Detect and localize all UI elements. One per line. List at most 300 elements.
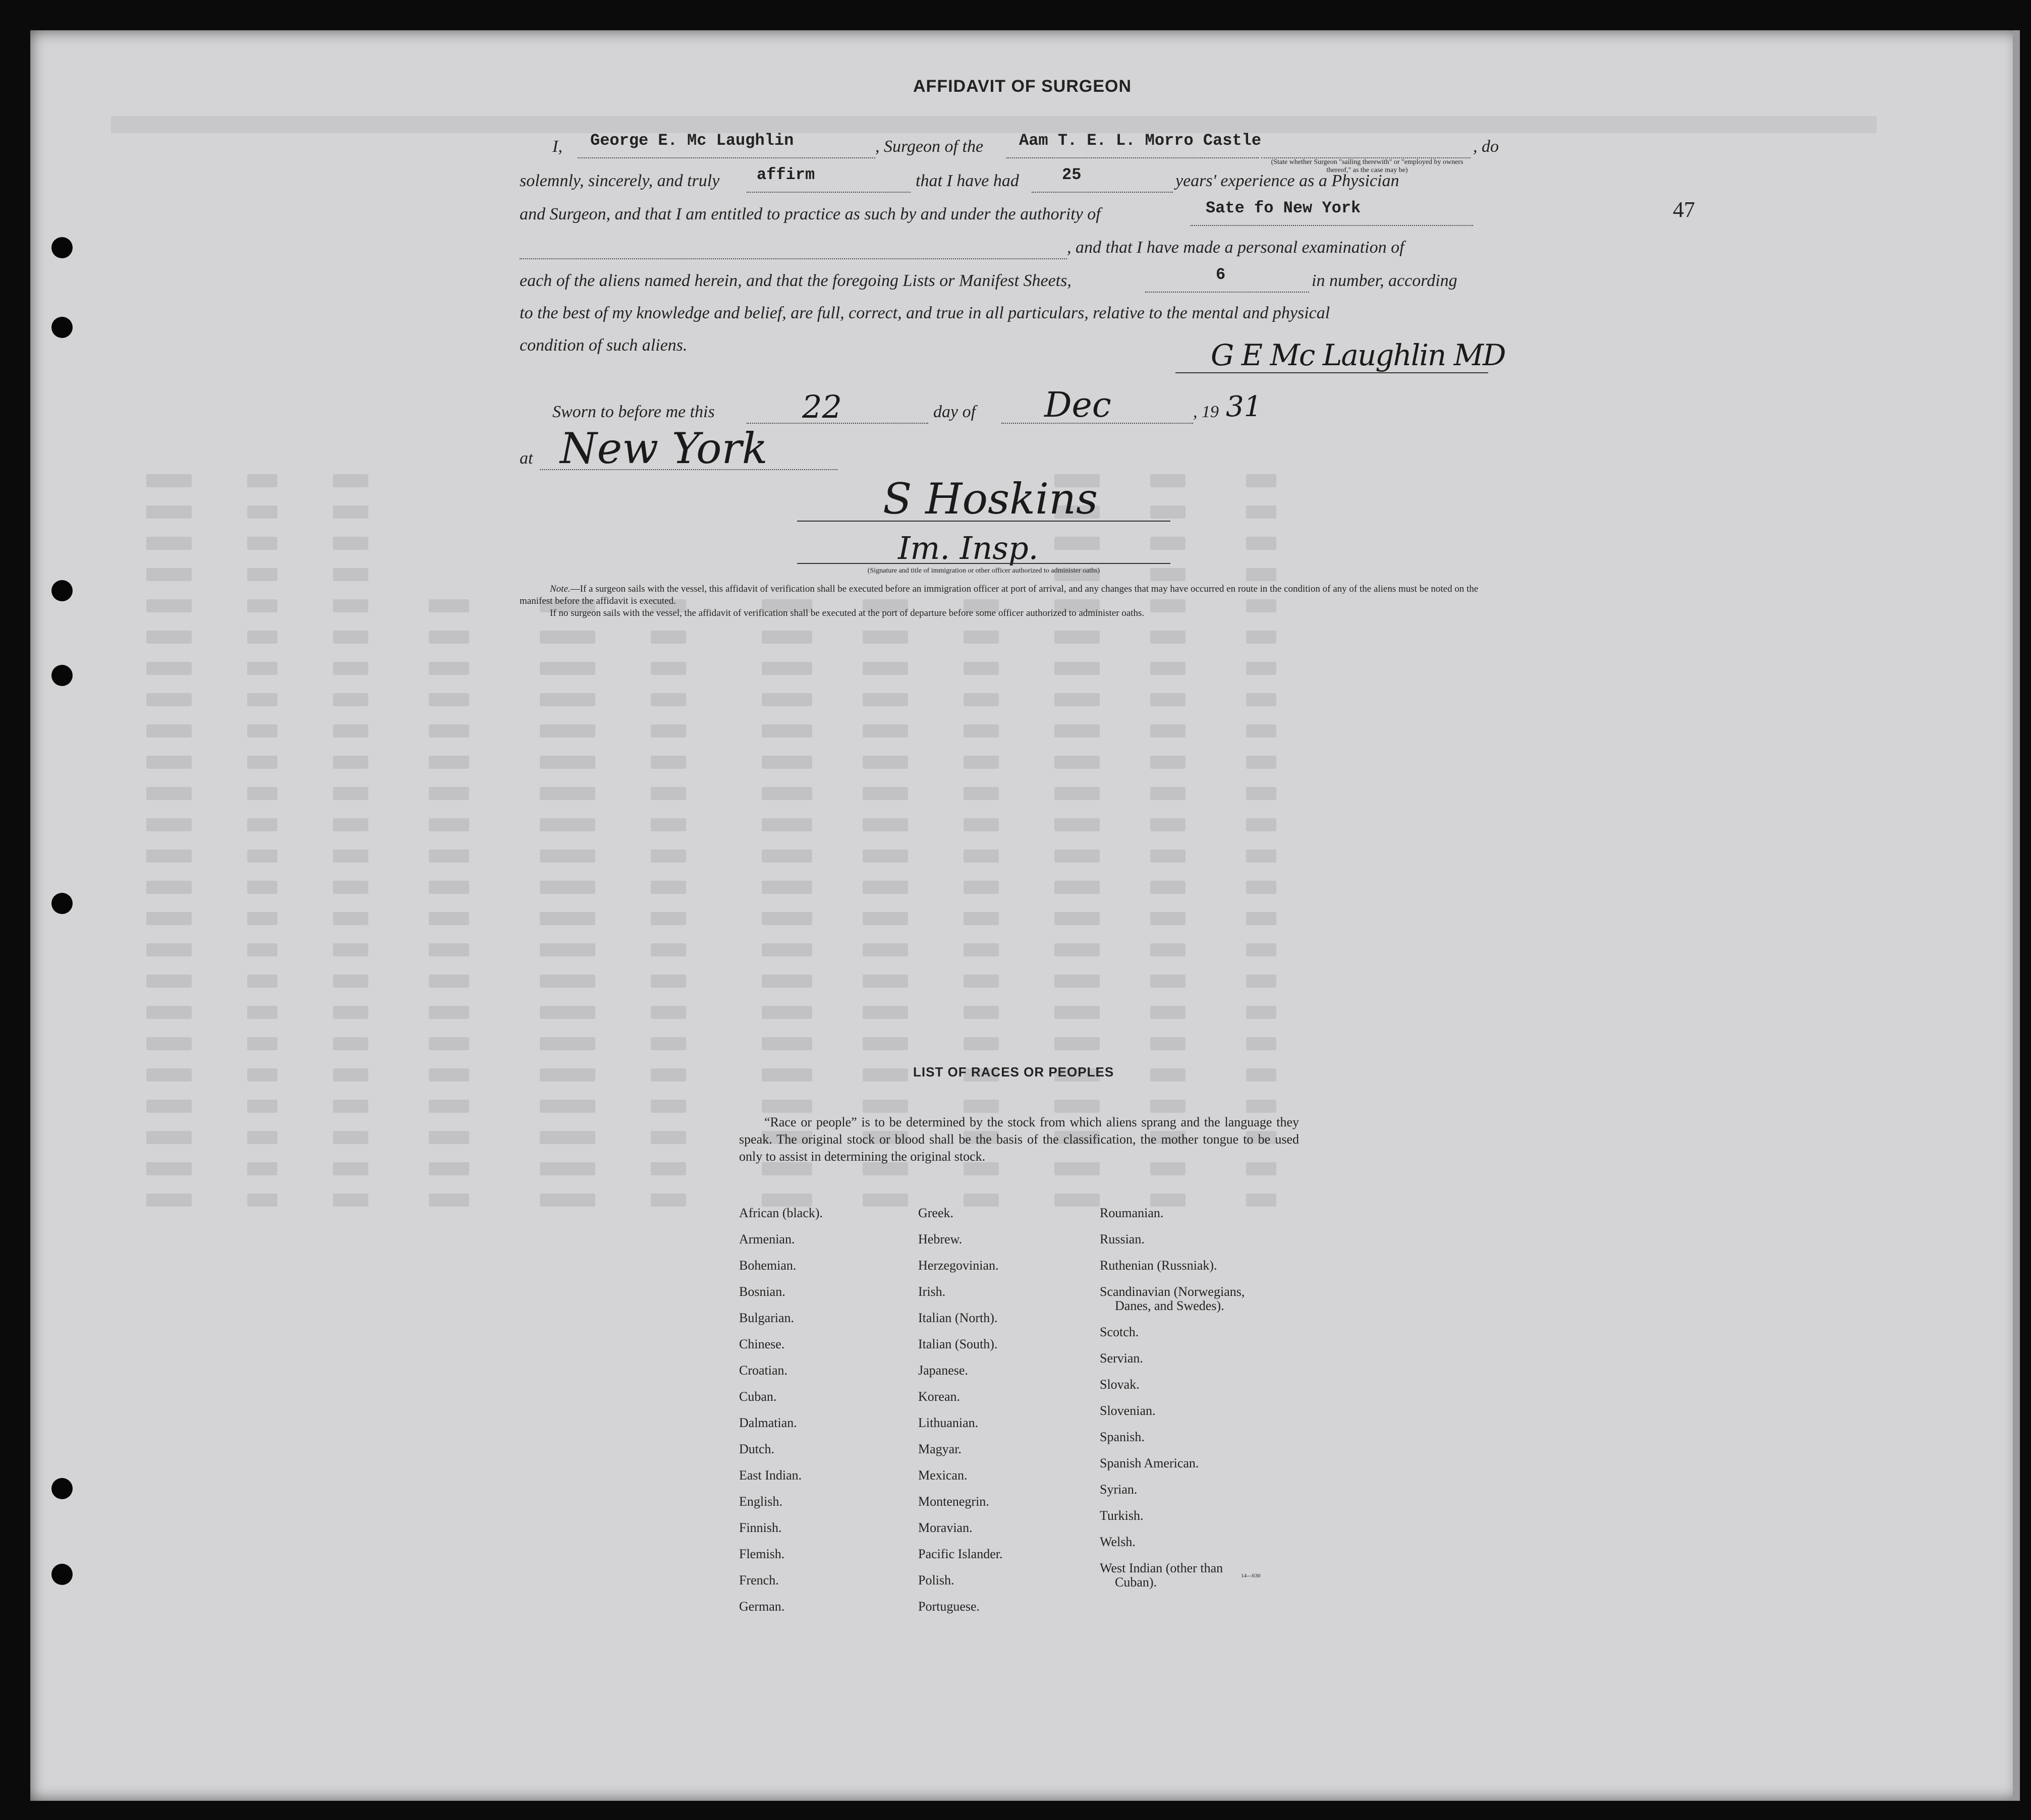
- races-title: LIST OF RACES OR PEOPLES: [913, 1064, 1114, 1079]
- bleed-through-cell: [1150, 1068, 1186, 1082]
- race-item: Servian.: [1100, 1351, 1143, 1366]
- bleed-through-cell: [762, 1068, 812, 1082]
- bleed-through-cell: [540, 693, 595, 706]
- practice-authority: Sate fo New York: [1206, 199, 1361, 217]
- bleed-through-cell: [429, 787, 469, 800]
- bleed-through-cell: [247, 1131, 277, 1144]
- sworn-place: New York: [560, 424, 768, 473]
- bleed-through-cell: [651, 818, 686, 831]
- note-label: Note.: [550, 584, 571, 594]
- bleed-through-cell: [1054, 1037, 1100, 1050]
- line7: condition of such aliens.: [520, 336, 688, 355]
- affidavit-note: [520, 583, 1513, 619]
- bleed-through-cell: [540, 756, 595, 769]
- bleed-through-cell: [333, 474, 368, 487]
- sworn-month: Dec: [1044, 385, 1111, 425]
- bleed-through-cell: [429, 756, 469, 769]
- bleed-through-cell: [540, 849, 595, 863]
- bleed-through-cell: [146, 724, 192, 737]
- bleed-through-cell: [762, 662, 812, 675]
- officer-caption: (Signature and title of immigration or other officer authorized to administer oaths): [867, 567, 1100, 575]
- bleed-through-cell: [1246, 1006, 1276, 1019]
- bleed-through-cell: [146, 943, 192, 956]
- bleed-through-cell: [333, 1068, 368, 1082]
- bleed-through-cell: [540, 1131, 595, 1144]
- punch-hole: [51, 580, 73, 601]
- bleed-through-cell: [1150, 631, 1186, 644]
- race-item: Croatian.: [739, 1363, 788, 1378]
- bleed-through-cell: [540, 662, 595, 675]
- bleed-through-cell: [1246, 975, 1276, 988]
- bleed-through-cell: [429, 1100, 469, 1113]
- race-item: Turkish.: [1100, 1508, 1144, 1523]
- line2-suffix: years' experience as a Physician: [1175, 172, 1399, 190]
- races-intro: “Race or people” is to be determined by the stock from which aliens sprang and the language they speak. The original stock or blood shall be the basis of the classification, the mother tongue to be used only to assist in determining the original stock.: [739, 1115, 1299, 1164]
- bleed-through-cell: [1246, 693, 1276, 706]
- bleed-through-cell: [146, 975, 192, 988]
- bleed-through-cell: [651, 943, 686, 956]
- bleed-through-cell: [651, 787, 686, 800]
- bleed-through-cell: [762, 1193, 812, 1207]
- sworn-prefix: Sworn to before me this: [552, 403, 715, 421]
- bleed-through-cell: [863, 1006, 908, 1019]
- bleed-through-cell: [1246, 849, 1276, 863]
- bleed-through-cell: [146, 787, 192, 800]
- bleed-through-cell: [333, 505, 368, 519]
- bleed-through-cell: [146, 1037, 192, 1050]
- bleed-through-cell: [333, 912, 368, 925]
- race-item: Cuban.: [739, 1389, 777, 1404]
- line6: to the best of my knowledge and belief, are full, correct, and true in all particulars, relative to the mental and physical: [520, 304, 1330, 322]
- bleed-through-cell: [1054, 818, 1100, 831]
- bleed-through-cell: [1150, 818, 1186, 831]
- race-item: Spanish.: [1100, 1430, 1145, 1444]
- bleed-through-cell: [540, 943, 595, 956]
- bleed-through-cell: [651, 756, 686, 769]
- day-of-text: day of: [933, 403, 976, 421]
- bleed-through-cell: [651, 631, 686, 644]
- race-item: Moravian.: [918, 1520, 973, 1535]
- bleed-through-cell: [247, 568, 277, 581]
- bleed-through-cell: [247, 662, 277, 675]
- bleed-through-cell: [247, 912, 277, 925]
- bleed-through-cell: [540, 1162, 595, 1175]
- bleed-through-cell: [964, 787, 999, 800]
- bleed-through-cell: [333, 943, 368, 956]
- race-item: Cuban).: [1115, 1575, 1157, 1589]
- race-item: Montenegrin.: [918, 1494, 989, 1509]
- authority-continued-blank: [520, 236, 1067, 259]
- bleed-through-cell: [247, 724, 277, 737]
- bleed-through-cell: [429, 1162, 469, 1175]
- line2-prefix: solemnly, sincerely, and truly: [520, 172, 720, 190]
- bleed-through-cell: [1150, 943, 1186, 956]
- bleed-through-cell: [146, 912, 192, 925]
- bleed-through-cell: [863, 818, 908, 831]
- bleed-through-cell: [863, 724, 908, 737]
- race-item: Polish.: [918, 1573, 954, 1587]
- race-item: Dalmatian.: [739, 1415, 797, 1430]
- race-item: Ruthenian (Russniak).: [1100, 1258, 1217, 1273]
- bleed-through-cell: [762, 881, 812, 894]
- race-item: Spanish American.: [1100, 1456, 1199, 1470]
- race-item: Herzegovinian.: [918, 1258, 999, 1273]
- bleed-through-cell: [540, 975, 595, 988]
- page-number: 47: [1673, 197, 1695, 222]
- bleed-through-cell: [146, 756, 192, 769]
- bleed-through-cell: [247, 756, 277, 769]
- line1-mid: , Surgeon of the: [875, 137, 984, 156]
- bleed-through-cell: [863, 849, 908, 863]
- bleed-through-cell: [1246, 881, 1276, 894]
- bleed-through-cell: [1246, 756, 1276, 769]
- punch-hole: [51, 317, 73, 338]
- bleed-through-cell: [333, 1193, 368, 1207]
- bleed-through-cell: [333, 1100, 368, 1113]
- bleed-through-cell: [333, 787, 368, 800]
- bleed-through-cell: [333, 568, 368, 581]
- bleed-through-cell: [146, 818, 192, 831]
- bleed-through-cell: [429, 1131, 469, 1144]
- bleed-through-cell: [651, 662, 686, 675]
- bleed-through-cell: [1054, 881, 1100, 894]
- race-item: Greek.: [918, 1206, 954, 1220]
- bleed-through-row: [146, 849, 1808, 863]
- bleed-through-cell: [1054, 693, 1100, 706]
- bleed-through-cell: [333, 662, 368, 675]
- bleed-through-cell: [964, 1193, 999, 1207]
- bleed-through-cell: [429, 1006, 469, 1019]
- race-item: Scotch.: [1100, 1325, 1139, 1339]
- bleed-through-cell: [863, 975, 908, 988]
- bleed-through-cell: [540, 912, 595, 925]
- bleed-through-cell: [429, 1068, 469, 1082]
- race-item: Pacific Islander.: [918, 1547, 1003, 1561]
- bleed-through-row: [146, 1006, 1808, 1019]
- bleed-through-cell: [1054, 756, 1100, 769]
- affidavit-title: AFFIDAVIT OF SURGEON: [913, 77, 1132, 96]
- place-prefix: at: [520, 449, 533, 468]
- bleed-through-cell: [762, 1100, 812, 1113]
- race-item: Bohemian.: [739, 1258, 797, 1273]
- bleed-through-cell: [1054, 787, 1100, 800]
- race-item: Bosnian.: [739, 1284, 785, 1299]
- bleed-through-cell: [1150, 505, 1186, 519]
- bleed-through-row: [146, 975, 1808, 988]
- race-item: Lithuanian.: [918, 1415, 979, 1430]
- bleed-through-cell: [247, 943, 277, 956]
- line2-mid: that I have had: [916, 172, 1019, 190]
- bleed-through-cell: [540, 724, 595, 737]
- race-item: Armenian.: [739, 1232, 795, 1246]
- bleed-through-cell: [1054, 1193, 1100, 1207]
- punch-hole: [51, 665, 73, 686]
- bleed-through-cell: [1150, 756, 1186, 769]
- bleed-through-row: [146, 1100, 1808, 1113]
- bleed-through-cell: [863, 1037, 908, 1050]
- bleed-through-cell: [762, 787, 812, 800]
- bleed-through-cell: [247, 1100, 277, 1113]
- bleed-through-cell: [333, 849, 368, 863]
- bleed-through-cell: [964, 693, 999, 706]
- bleed-through-cell: [1054, 975, 1100, 988]
- bleed-through-cell: [651, 1100, 686, 1113]
- bleed-through-cell: [964, 1100, 999, 1113]
- bleed-through-cell: [863, 943, 908, 956]
- bleed-through-cell: [429, 631, 469, 644]
- bleed-through-cell: [863, 631, 908, 644]
- bleed-through-cell: [651, 693, 686, 706]
- bleed-through-cell: [540, 1006, 595, 1019]
- bleed-through-cell: [429, 724, 469, 737]
- race-item: Irish.: [918, 1284, 946, 1299]
- bleed-through-cell: [146, 849, 192, 863]
- sheets-count: 6: [1216, 265, 1226, 284]
- bleed-through-cell: [333, 881, 368, 894]
- bleed-through-cell: [762, 1037, 812, 1050]
- bleed-through-cell: [651, 1006, 686, 1019]
- bleed-through-cell: [1246, 943, 1276, 956]
- bleed-through-cell: [1054, 537, 1100, 550]
- bleed-through-cell: [540, 1193, 595, 1207]
- bleed-through-cell: [333, 1006, 368, 1019]
- bleed-through-cell: [863, 912, 908, 925]
- bleed-through-row: [146, 912, 1808, 925]
- bleed-through-cell: [333, 1131, 368, 1144]
- bleed-through-cell: [863, 662, 908, 675]
- bleed-through-cell: [333, 975, 368, 988]
- surgeon-status-blank: [1261, 135, 1471, 158]
- bleed-through-cell: [540, 818, 595, 831]
- bleed-through-row: [146, 631, 1808, 644]
- race-item: Italian (South).: [918, 1337, 998, 1351]
- race-item: English.: [739, 1494, 782, 1509]
- bleed-through-cell: [333, 693, 368, 706]
- race-item: Syrian.: [1100, 1482, 1138, 1497]
- bleed-through-cell: [1150, 693, 1186, 706]
- bleed-through-cell: [247, 537, 277, 550]
- bleed-through-cell: [146, 599, 192, 612]
- bleed-through-cell: [146, 537, 192, 550]
- bleed-through-row: [146, 818, 1808, 831]
- race-item: West Indian (other than: [1100, 1561, 1223, 1575]
- bleed-through-cell: [651, 1193, 686, 1207]
- officer-title: Im. Insp.: [898, 530, 1039, 566]
- bleed-through-cell: [1054, 943, 1100, 956]
- bleed-through-row: [146, 724, 1808, 737]
- bleed-through-cell: [540, 631, 595, 644]
- bleed-through-cell: [429, 599, 469, 612]
- bleed-through-cell: [247, 1162, 277, 1175]
- bleed-through-cell: [863, 1068, 908, 1082]
- race-item: Magyar.: [918, 1442, 962, 1456]
- bleed-through-cell: [1246, 474, 1276, 487]
- bleed-through-cell: [429, 693, 469, 706]
- bleed-through-cell: [1246, 1100, 1276, 1113]
- bleed-through-cell: [146, 474, 192, 487]
- bleed-through-cell: [1246, 787, 1276, 800]
- bleed-through-cell: [964, 1037, 999, 1050]
- bleed-through-cell: [1150, 724, 1186, 737]
- bleed-through-cell: [1054, 1100, 1100, 1113]
- race-item: Welsh.: [1100, 1534, 1136, 1549]
- bleed-through-cell: [247, 787, 277, 800]
- bleed-through-cell: [333, 1162, 368, 1175]
- surgeon-signature: G E Mc Laughlin MD: [1211, 338, 1505, 372]
- bleed-through-cell: [1150, 474, 1186, 487]
- bleed-through-cell: [247, 849, 277, 863]
- bleed-through-cell: [863, 693, 908, 706]
- bleed-through-cell: [1246, 1068, 1276, 1082]
- bleed-through-cell: [762, 724, 812, 737]
- ship-name: Aam T. E. L. Morro Castle: [1019, 131, 1262, 150]
- sheets-blank: [1145, 269, 1309, 293]
- race-item: Slovenian.: [1100, 1403, 1156, 1418]
- bleed-through-cell: [863, 1193, 908, 1207]
- line1-prefix: I,: [552, 137, 562, 156]
- race-item: German.: [739, 1599, 785, 1614]
- race-item: Danes, and Swedes).: [1115, 1298, 1224, 1313]
- bleed-through-cell: [540, 1100, 595, 1113]
- bleed-through-cell: [540, 1068, 595, 1082]
- line4-suffix: , and that I have made a personal examination of: [1067, 238, 1404, 257]
- bleed-through-cell: [863, 787, 908, 800]
- bleed-through-cell: [1150, 975, 1186, 988]
- race-item: Portuguese.: [918, 1599, 980, 1614]
- bleed-through-cell: [1246, 568, 1276, 581]
- race-item: Bulgarian.: [739, 1311, 795, 1325]
- punch-hole: [51, 1564, 73, 1585]
- bleed-through-cell: [247, 1068, 277, 1082]
- race-item: French.: [739, 1573, 779, 1587]
- bleed-through-cell: [1150, 1037, 1186, 1050]
- bleed-through-cell: [146, 568, 192, 581]
- bleed-through-cell: [429, 662, 469, 675]
- punch-hole: [51, 1478, 73, 1499]
- bleed-through-cell: [1150, 1100, 1186, 1113]
- line1-suffix: , do: [1473, 137, 1499, 156]
- bleed-through-cell: [651, 1068, 686, 1082]
- bleed-through-cell: [333, 631, 368, 644]
- years-experience: 25: [1062, 165, 1082, 184]
- bleed-through-cell: [429, 975, 469, 988]
- bleed-through-cell: [333, 724, 368, 737]
- note-text-2: If no surgeon sails with the vessel, the affidavit of verification shall be executed at the port of departure before some officer authorized to administer oaths.: [550, 608, 1145, 618]
- bleed-through-cell: [333, 1037, 368, 1050]
- bleed-through-cell: [1150, 662, 1186, 675]
- bleed-through-cell: [333, 818, 368, 831]
- bleed-through-cell: [247, 631, 277, 644]
- note-text: —If a surgeon sails with the vessel, this affidavit of verification shall be executed before an immigration officer at port of arrival, and any changes that may have occurred en route in the condition of any of the aliens must be noted on the manifest before the affidavit is executed.: [520, 584, 1479, 606]
- race-item: Roumanian.: [1100, 1206, 1164, 1220]
- bleed-through-cell: [429, 818, 469, 831]
- surgeon-name: George E. Mc Laughlin: [590, 131, 794, 150]
- bleed-through-cell: [146, 631, 192, 644]
- race-item: Finnish.: [739, 1520, 782, 1535]
- bleed-through-cell: [651, 1037, 686, 1050]
- race-item: Scandinavian (Norwegians,: [1100, 1284, 1245, 1299]
- bleed-through-cell: [651, 975, 686, 988]
- line5-suffix: in number, according: [1312, 271, 1457, 290]
- race-item: Korean.: [918, 1389, 961, 1404]
- bleed-through-cell: [540, 881, 595, 894]
- bleed-through-cell: [964, 818, 999, 831]
- bleed-through-cell: [1150, 912, 1186, 925]
- bleed-through-cell: [146, 1100, 192, 1113]
- bleed-through-cell: [146, 662, 192, 675]
- bleed-through-row: [146, 1193, 1808, 1207]
- bleed-through-cell: [1246, 1037, 1276, 1050]
- race-item: Chinese.: [739, 1337, 785, 1351]
- bleed-through-cell: [1054, 662, 1100, 675]
- bleed-through-cell: [146, 1162, 192, 1175]
- bleed-through-cell: [1150, 881, 1186, 894]
- bleed-through-cell: [247, 505, 277, 519]
- bleed-through-cell: [651, 849, 686, 863]
- bleed-through-cell: [762, 756, 812, 769]
- race-item: Dutch.: [739, 1442, 775, 1456]
- race-item: Japanese.: [918, 1363, 968, 1378]
- bleed-through-cell: [1150, 849, 1186, 863]
- manifest-page: [30, 30, 2020, 1801]
- race-item: African (black).: [739, 1206, 823, 1220]
- bleed-through-cell: [1246, 537, 1276, 550]
- bleed-through-cell: [247, 1193, 277, 1207]
- surgeon-status-note: (State whether Surgeon "sailing therewith" or "employed by owners thereof," as the case may be): [1271, 158, 1463, 174]
- bleed-through-cell: [1246, 724, 1276, 737]
- bleed-through-cell: [1246, 505, 1276, 519]
- years-blank: [1032, 169, 1173, 193]
- bleed-through-cell: [863, 881, 908, 894]
- bleed-through-cell: [964, 912, 999, 925]
- bleed-through-cell: [762, 693, 812, 706]
- bleed-through-cell: [333, 756, 368, 769]
- bleed-through-cell: [1150, 537, 1186, 550]
- bleed-through-cell: [1054, 631, 1100, 644]
- bleed-through-cell: [964, 724, 999, 737]
- race-item: Slovak.: [1100, 1377, 1140, 1392]
- bleed-through-cell: [1150, 1006, 1186, 1019]
- bleed-through-row: [146, 787, 1808, 800]
- punch-hole: [51, 893, 73, 914]
- bleed-through-cell: [247, 599, 277, 612]
- bleed-through-cell: [651, 724, 686, 737]
- bleed-through-cell: [429, 912, 469, 925]
- bleed-through-cell: [146, 505, 192, 519]
- race-item: East Indian.: [739, 1468, 802, 1483]
- year-prefix: , 19: [1193, 403, 1219, 421]
- bleed-through-cell: [146, 1068, 192, 1082]
- bleed-through-cell: [429, 943, 469, 956]
- race-item: Hebrew.: [918, 1232, 963, 1246]
- bleed-through-cell: [762, 849, 812, 863]
- bleed-through-cell: [247, 1037, 277, 1050]
- bleed-through-cell: [146, 1006, 192, 1019]
- bleed-through-row: [146, 662, 1808, 675]
- bleed-through-cell: [964, 631, 999, 644]
- bleed-through-row: [146, 881, 1808, 894]
- bleed-through-cell: [1150, 787, 1186, 800]
- bleed-through-cell: [146, 693, 192, 706]
- bleed-through-cell: [333, 537, 368, 550]
- bleed-through-cell: [964, 662, 999, 675]
- bleed-through-cell: [429, 1193, 469, 1207]
- bleed-through-cell: [1150, 1193, 1186, 1207]
- bleed-through-cell: [964, 881, 999, 894]
- bleed-through-cell: [964, 849, 999, 863]
- bleed-through-cell: [762, 943, 812, 956]
- bleed-through-cell: [429, 849, 469, 863]
